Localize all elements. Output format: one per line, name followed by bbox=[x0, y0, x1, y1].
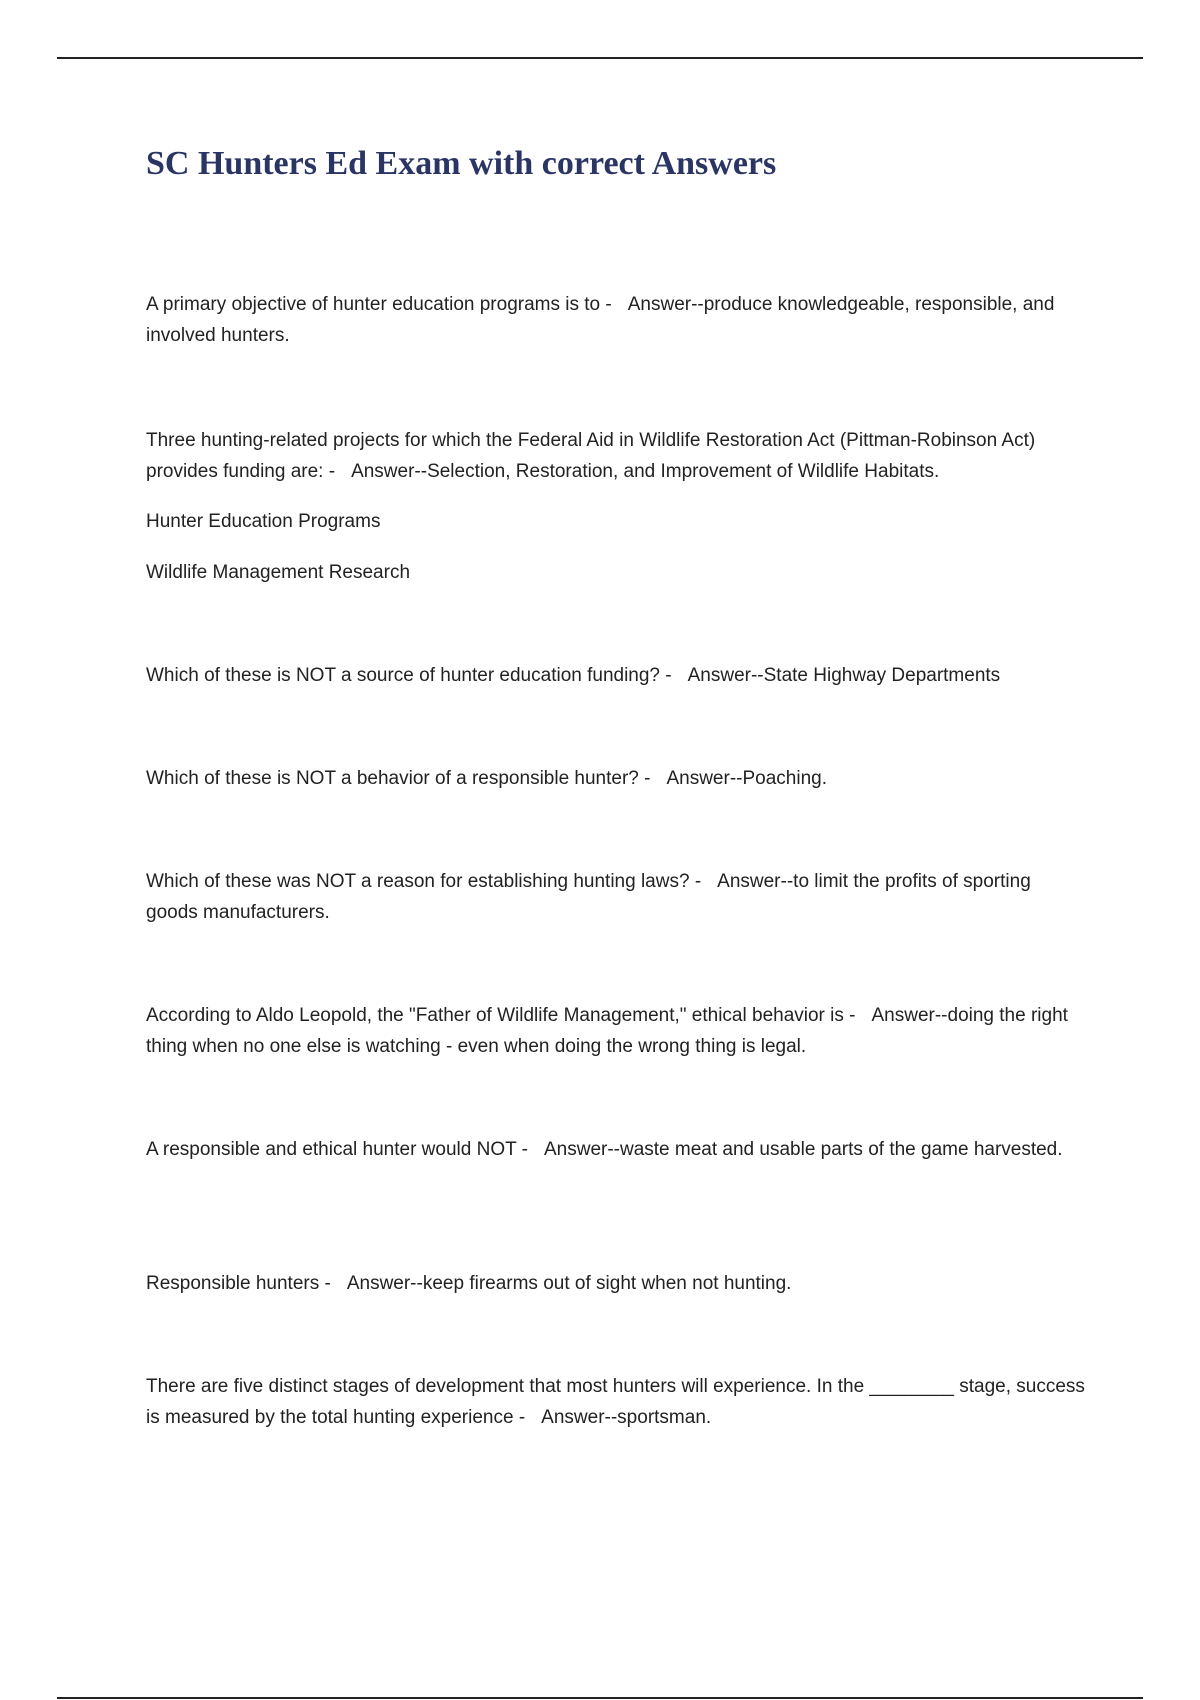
answer-text: Answer--State Highway Departments bbox=[687, 665, 1001, 686]
question-text: There are five distinct stages of development that most hunters will experience. In the ________ stage, success is measured by the total hunting experience - bbox=[146, 1376, 1085, 1428]
answer-continuation: Hunter Education Programs bbox=[146, 511, 381, 532]
answer-text: Answer--Poaching. bbox=[666, 768, 827, 789]
bottom-divider bbox=[57, 1697, 1143, 1699]
qa-item bbox=[146, 289, 1086, 351]
qa-item bbox=[146, 1000, 1086, 1062]
question-text: A primary objective of hunter education programs is to - bbox=[146, 294, 612, 315]
qa-item bbox=[146, 1268, 1086, 1299]
top-divider bbox=[57, 57, 1143, 59]
qa-item bbox=[146, 425, 1086, 487]
answer-text: Answer--waste meat and usable parts of the game harvested. bbox=[543, 1139, 1063, 1160]
question-text: Which of these was NOT a reason for establishing hunting laws? - bbox=[146, 871, 702, 892]
qa-item bbox=[146, 763, 1086, 794]
qa-item bbox=[146, 1371, 1086, 1433]
qa-item bbox=[146, 1134, 1086, 1165]
qa-item bbox=[146, 866, 1086, 928]
answer-text: Answer--produce knowledgeable, responsible, and involved hunters. bbox=[146, 294, 1055, 346]
document-title: SC Hunters Ed Exam with correct Answers bbox=[146, 145, 777, 182]
answer-text: Answer--keep firearms out of sight when not hunting. bbox=[346, 1273, 792, 1294]
answer-text: Answer--sportsman. bbox=[541, 1407, 712, 1428]
answer-continuation: Wildlife Management Research bbox=[146, 562, 411, 583]
answer-text: Answer--doing the right thing when no one else is watching - even when doing the wrong thing is legal. bbox=[146, 1005, 1068, 1057]
answer-text: Answer--to limit the profits of sporting goods manufacturers. bbox=[146, 871, 1031, 923]
question-text: Responsible hunters - bbox=[146, 1273, 331, 1294]
question-text: A responsible and ethical hunter would NOT - bbox=[146, 1139, 528, 1160]
question-text: Which of these is NOT a source of hunter education funding? - bbox=[146, 665, 672, 686]
question-text: According to Aldo Leopold, the "Father of Wildlife Management," ethical behavior is - bbox=[146, 1005, 856, 1026]
answer-text: Answer--Selection, Restoration, and Improvement of Wildlife Habitats. bbox=[351, 461, 940, 482]
question-text: Which of these is NOT a behavior of a responsible hunter? - bbox=[146, 768, 651, 789]
qa-item bbox=[146, 660, 1086, 691]
question-text: Three hunting-related projects for which the Federal Aid in Wildlife Restoration Act (Pittman-Robinson Act) provides funding are: - bbox=[146, 430, 1036, 482]
